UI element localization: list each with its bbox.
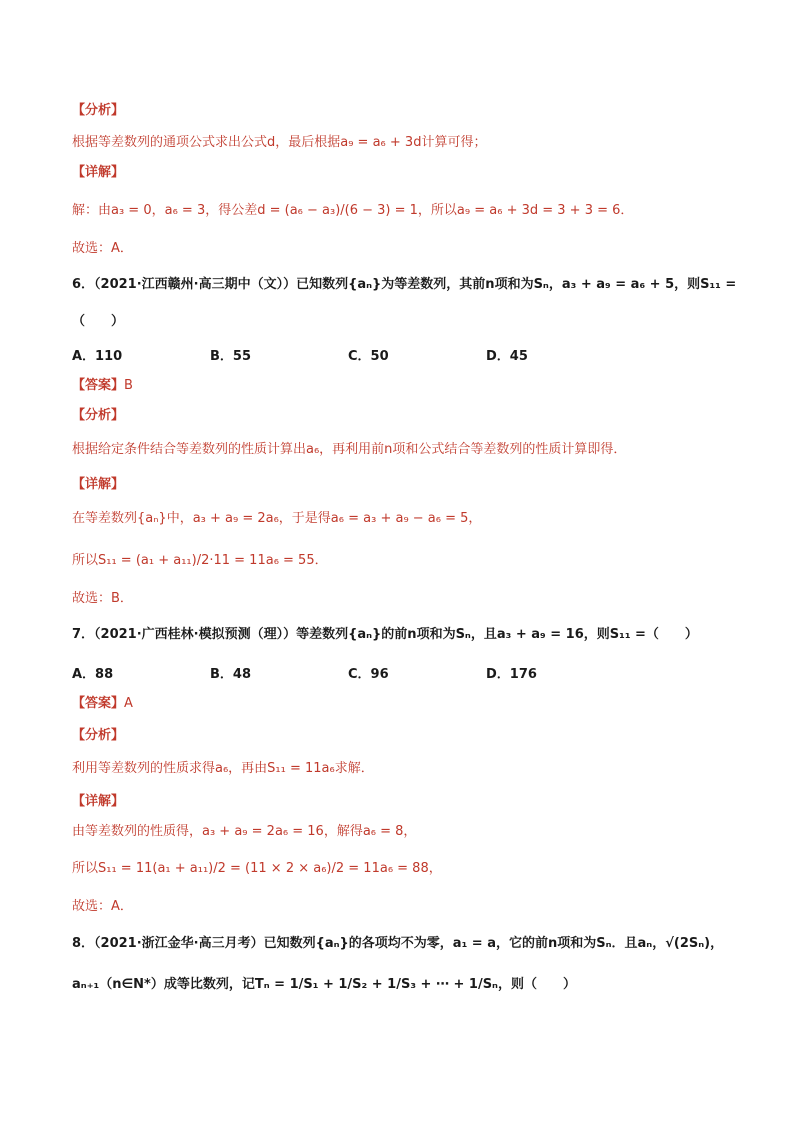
detail-tag: 【详解】 [72,165,125,180]
q6-conclusion: 故选：B． [72,591,133,606]
q5-analysis-text: 根据等差数列的通项公式求出公式d，最后根据a₉ = a₆ + 3d计算可得； [72,135,487,150]
q7-detail-line2: 所以S₁₁ = 11(a₁ + a₁₁)/2 = (11 × 2 × a₆)/2 = 11a₆ = 88， [72,861,442,876]
q6-detail-line1: 在等差数列{aₙ}中，a₃ + a₉ = 2a₆，于是得a₆ = a₃ + a₉ − a₆ = 5， [72,511,482,526]
q5-detail-text: 解：由a₃ = 0，a₆ = 3，得公差d = (a₆ − a₃)/(6 − 3) = 1，所以a₉ = a₆ + 3d = 3 + 3 = 6． [72,203,634,218]
q6-choice-c[interactable]: C．50 [348,349,389,364]
q6-analysis-text: 根据给定条件结合等差数列的性质计算出a₆，再利用前n项和公式结合等差数列的性质计算即得． [72,442,627,457]
q6-choice-a[interactable]: A．110 [72,349,123,364]
q7-analysis-text: 利用等差数列的性质求得a₆，再由S₁₁ = 11a₆求解． [72,761,374,776]
q6-choice-d[interactable]: D．45 [486,349,528,364]
q7-choice-d[interactable]: D．176 [486,667,537,682]
detail-tag: 【详解】 [72,477,125,492]
q5-conclusion: 故选：A． [72,241,133,256]
q7-detail-line1: 由等差数列的性质得，a₃ + a₉ = 2a₆ = 16，解得a₆ = 8， [72,824,417,839]
q6-choice-b[interactable]: B．55 [210,349,251,364]
q6-answer-row [72,377,133,395]
analysis-tag: 【分析】 [72,103,125,118]
q7-answer: A [124,696,133,711]
q6-stem: 6．（2021·江西赣州·高三期中（文））已知数列{aₙ}为等差数列，其前n项和为Sₙ，a₃ + a₉ = a₆ + 5，则S₁₁ = [72,277,737,292]
q7-conclusion: 故选：A． [72,899,133,914]
q7-choice-c[interactable]: C．96 [348,667,389,682]
q7-answer-row [72,695,133,713]
detail-tag: 【详解】 [72,794,125,809]
analysis-tag: 【分析】 [72,728,125,743]
q7-choice-b[interactable]: B．48 [210,667,251,682]
q8-stem-line1: 8．（2021·浙江金华·高三月考）已知数列{aₙ}的各项均不为零，a₁ = a，它的前n项和为Sₙ．且aₙ，√(2Sₙ)， [72,936,724,951]
answer-tag: 【答案】 [72,696,125,711]
q6-detail-line2: 所以S₁₁ = (a₁ + a₁₁)/2·11 = 11a₆ = 55． [72,553,328,568]
q8-stem-line2: aₙ₊₁（n∈N*）成等比数列，记Tₙ = 1/S₁ + 1/S₂ + 1/S₃ + ⋯ + 1/Sₙ，则（ ） [72,977,576,992]
q7-choice-a[interactable]: A．88 [72,667,114,682]
answer-tag: 【答案】 [72,378,125,393]
q7-stem: 7．（2021·广西桂林·模拟预测（理））等差数列{aₙ}的前n项和为Sₙ，且a₃ + a₉ = 16，则S₁₁ =（ ） [72,627,698,642]
q6-answer: B [124,378,133,393]
analysis-tag: 【分析】 [72,408,125,423]
q6-paren: （ ） [72,314,125,329]
